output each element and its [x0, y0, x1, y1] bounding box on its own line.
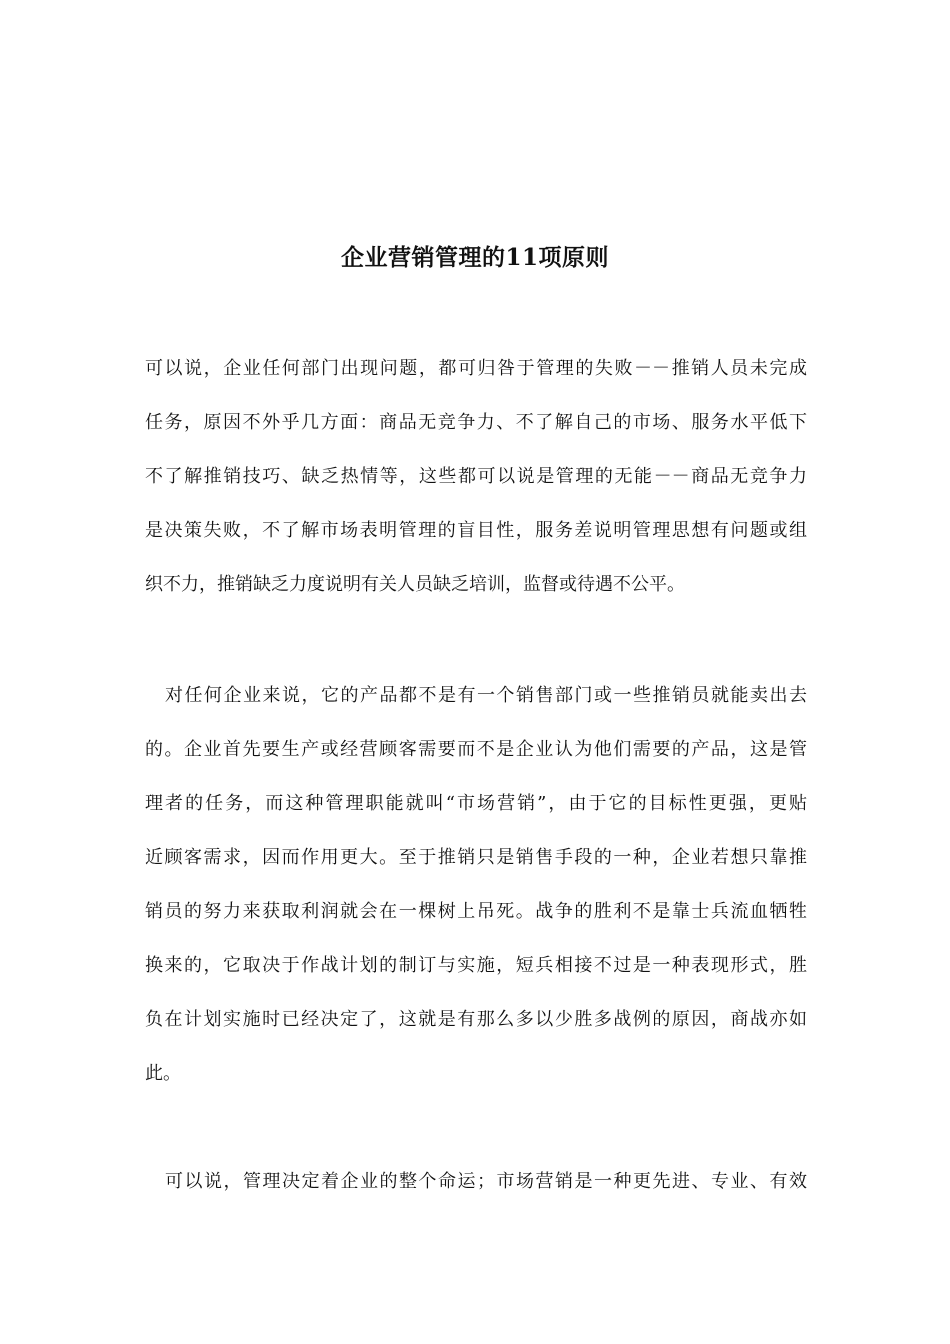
- paragraph-line: 任务，原因不外乎几方面：商品无竞争力、不了解自己的市场、服务水平低下: [145, 412, 807, 433]
- paragraph-line: 织不力，推销缺乏力度说明有关人员缺乏培训，监督或待遇不公平。: [145, 574, 685, 595]
- paragraph-line: 换来的，它取决于作战计划的制订与实施，短兵相接不过是一种表现形式，胜: [145, 955, 807, 976]
- paragraph-line: 理者的任务，而这种管理职能就叫“市场营销”，由于它的目标性更强，更贴: [145, 793, 807, 814]
- paragraph-line: 不了解推销技巧、缺乏热情等，这些都可以说是管理的无能－－商品无竞争力: [145, 466, 807, 487]
- paragraph-line: 此。: [145, 1063, 181, 1084]
- paragraph-line: 负在计划实施时已经决定了，这就是有那么多以少胜多战例的原因，商战亦如: [145, 1009, 807, 1030]
- paragraph-line: 的。企业首先要生产或经营顾客需要而不是企业认为他们需要的产品，这是管: [145, 739, 807, 760]
- paragraph-2: [145, 669, 807, 1101]
- paragraph-1: [145, 342, 807, 612]
- paragraph-line: 是决策失败，不了解市场表明管理的盲目性，服务差说明管理思想有问题或组: [145, 520, 807, 541]
- document-title: 企业营销管理的11项原则: [340, 244, 609, 271]
- paragraph-3: [145, 1155, 807, 1209]
- paragraph-line: 对任何企业来说，它的产品都不是有一个销售部门或一些推销员就能卖出去: [165, 685, 807, 706]
- paragraph-line: 可以说，企业任何部门出现问题，都可归咎于管理的失败－－推销人员未完成: [145, 358, 807, 379]
- paragraph-line: 可以说，管理决定着企业的整个命运；市场营销是一种更先进、专业、有效: [165, 1171, 807, 1192]
- paragraph-line: 销员的努力来获取利润就会在一棵树上吊死。战争的胜利不是靠士兵流血牺牲: [145, 901, 807, 922]
- paragraph-line: 近顾客需求，因而作用更大。至于推销只是销售手段的一种，企业若想只靠推: [145, 847, 807, 868]
